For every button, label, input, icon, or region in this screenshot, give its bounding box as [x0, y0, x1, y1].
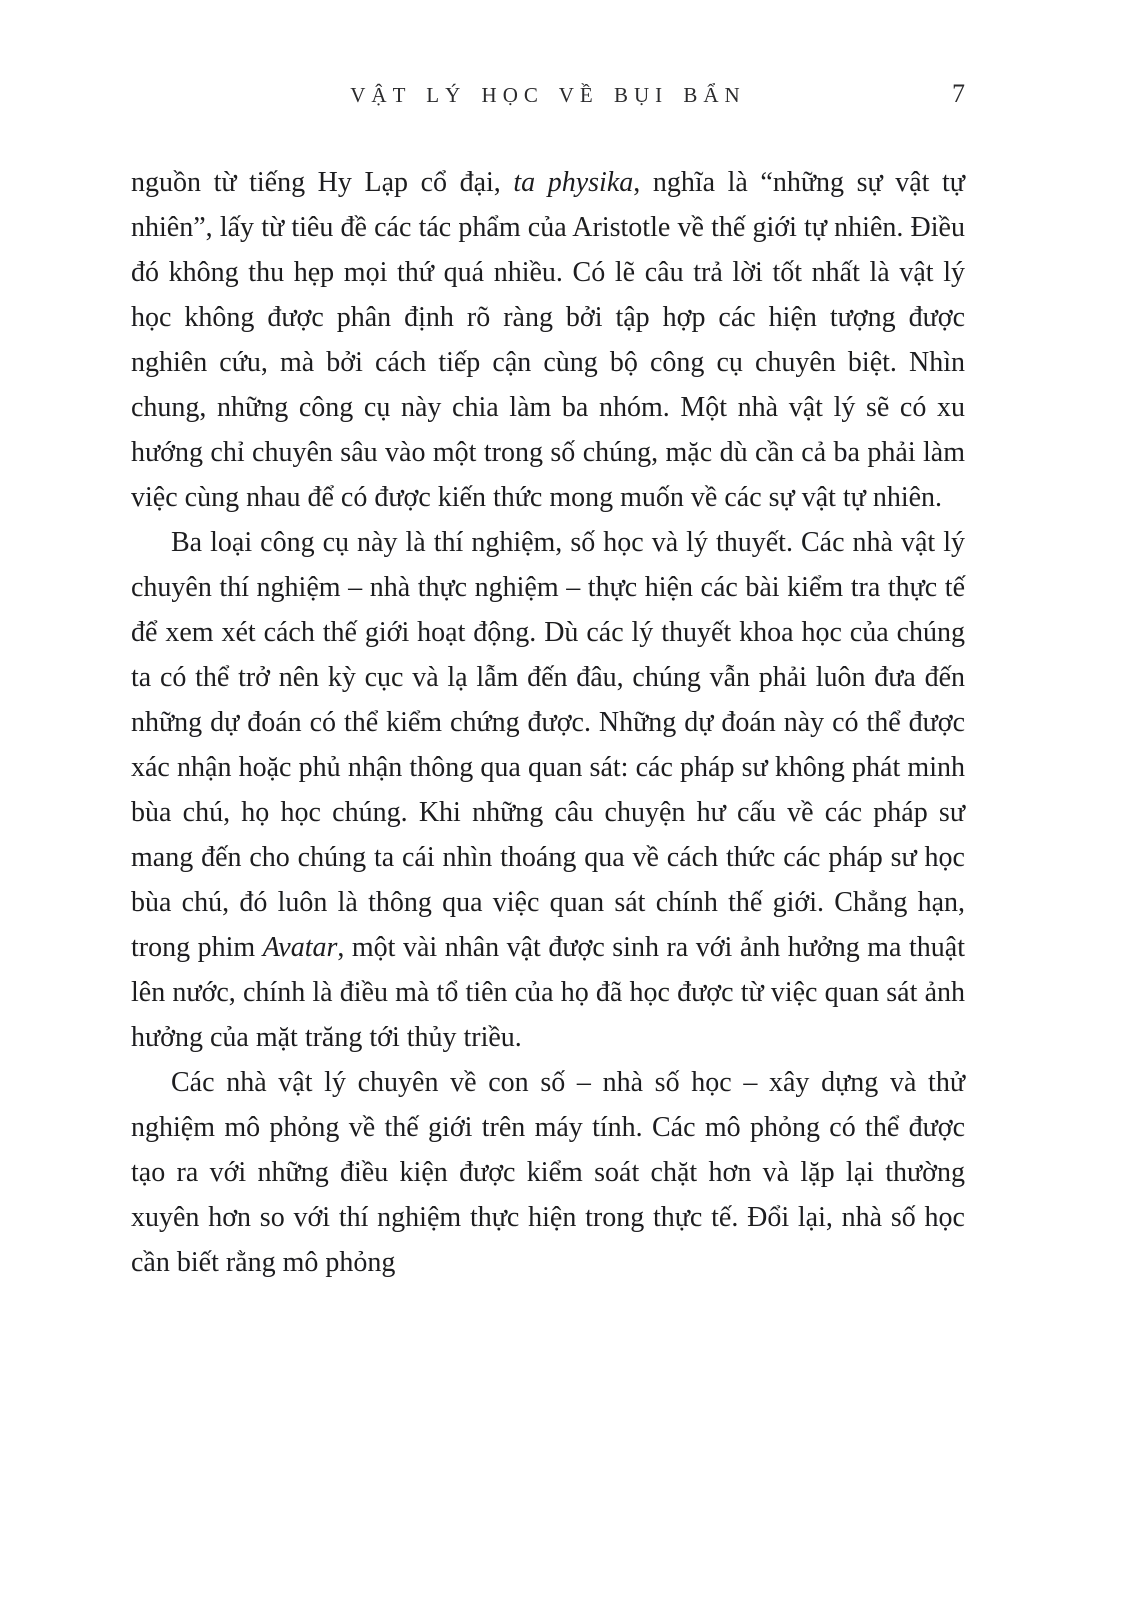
- page-header: [131, 80, 965, 114]
- page-body: [131, 160, 965, 1285]
- text-segment: Ba loại công cụ này là thí nghiệm, số học và lý thuyết. Các nhà vật lý chuyên thí nghiệm – nhà thực nghiệm – thực hiện các bài kiểm tra thực tế để xem xét cách thế giới hoạt động. Dù các lý thuyết khoa học của chúng ta có thể trở nên kỳ cục và lạ lẫm đến đâu, chúng vẫn phải luôn đưa đến những dự đoán có thể kiểm chứng được. Những dự đoán này có thể được xác nhận hoặc phủ nhận thông qua quan sát: các pháp sư không phát minh bùa chú, họ học chúng. Khi những câu chuyện hư cấu về các pháp sư mang đến cho chúng ta cái nhìn thoáng qua về cách thức các pháp sư học bùa chú, đó luôn là thông qua việc quan sát chính thế giới. Chẳng hạn, trong phim: [131, 527, 965, 963]
- page-number: 7: [952, 79, 965, 108]
- paragraph: [131, 1060, 965, 1285]
- paragraph: [131, 520, 965, 1060]
- text-segment: nguồn từ tiếng Hy Lạp cổ đại,: [131, 167, 514, 198]
- text-segment: Các nhà vật lý chuyên về con số – nhà số học – xây dựng và thử nghiệm mô phỏng về thế giới trên máy tính. Các mô phỏng có thể được tạo ra với những điều kiện được kiểm soát chặt hơn và lặp lại thường xuyên hơn so với thí nghiệm thực hiện trong thực tế. Đổi lại, nhà số học cần biết rằng mô phỏng: [131, 1067, 965, 1278]
- text-segment: , nghĩa là “những sự vật tự nhiên”, lấy từ tiêu đề các tác phẩm của Aristotle về thế giới tự nhiên. Điều đó không thu hẹp mọi thứ quá nhiều. Có lẽ câu trả lời tốt nhất là vật lý học không được phân định rõ ràng bởi tập hợp các hiện tượng được nghiên cứu, mà bởi cách tiếp cận cùng bộ công cụ chuyên biệt. Nhìn chung, những công cụ này chia làm ba nhóm. Một nhà vật lý sẽ có xu hướng chỉ chuyên sâu vào một trong số chúng, mặc dù cần cả ba phải làm việc cùng nhau để có được kiến thức mong muốn về các sự vật tự nhiên.: [131, 167, 965, 513]
- paragraph: [131, 160, 965, 520]
- running-title: VẬT LÝ HỌC VỀ BỤI BẨN: [350, 83, 746, 107]
- text-segment-italic: Avatar: [262, 932, 338, 963]
- text-segment: , một vài nhân vật được sinh ra với ảnh hưởng ma thuật lên nước, chính là điều mà tổ tiên của họ đã học được từ việc quan sát ảnh hưởng của mặt trăng tới thủy triều.: [131, 932, 965, 1053]
- text-segment-italic: ta physika: [513, 167, 634, 198]
